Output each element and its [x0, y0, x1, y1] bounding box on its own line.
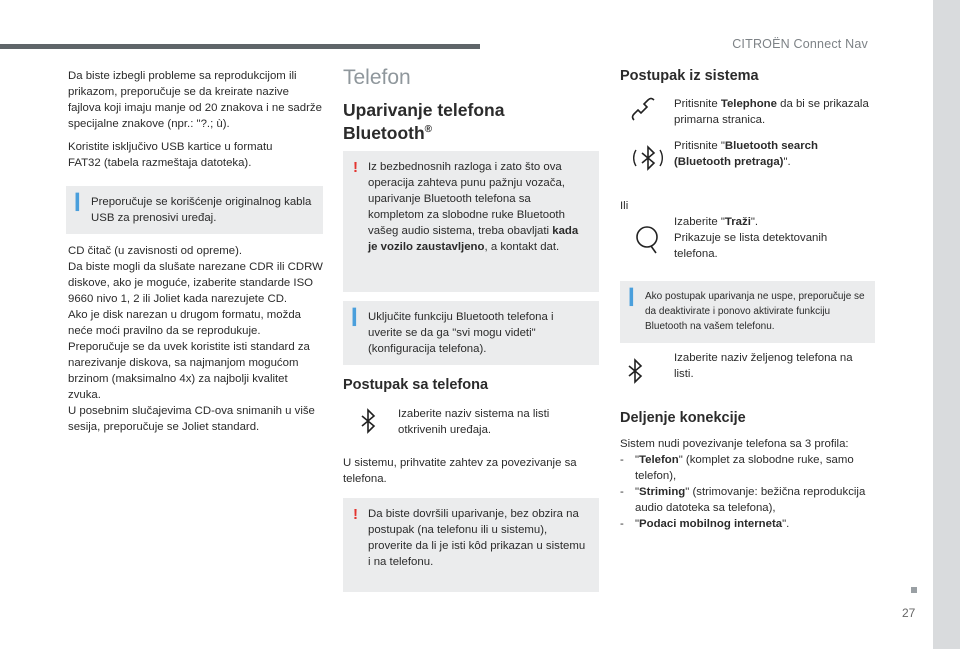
cd-line: Ako je disk narezan u drugom formatu, možda neće moći pravilno da se reprodukuje.: [68, 309, 301, 337]
warning-text-bold: kada je vozilo zaustavljeno: [368, 225, 579, 253]
step-text: Pritisnite Telephone da bi se prikazala primarna stranica.: [674, 98, 869, 126]
warning-text: Iz bezbednosnih razloga i zato što ova operacija zahteva punu pažnju vozača, uparivanje Bluetooth telefona sa kompletom za slobodne ruke Bluetooth vašeg audio sistema, treba obavljati: [368, 161, 565, 237]
subheading-connection-sharing: Deljenje konekcije: [620, 410, 746, 426]
warning-note-code: [343, 498, 599, 592]
paragraph-usb-format: Koristite isključivo USB kartice u formatu FAT32 (tabela razmeštaja datoteka).: [68, 141, 273, 169]
bluetooth-search-icon: [630, 140, 666, 176]
header-rule: [0, 44, 480, 49]
info-note-usb-cable: [66, 186, 323, 234]
search-icon: [630, 222, 664, 256]
end-marker: [911, 587, 917, 593]
bluetooth-icon: [620, 356, 650, 386]
cd-line: Da biste mogli da slušate narezane CDR ili CDRW diskove, ako je moguće, izaberite standarde ISO 9660 nivo 1, 2 ili Joliet kada narezujete CD.: [68, 261, 323, 305]
brand-label: CITROËN Connect Nav: [732, 37, 868, 51]
paragraph-profiles-intro: Sistem nudi povezivanje telefona sa 3 profila:: [620, 438, 849, 450]
warning-text: , a kontakt dat.: [484, 241, 560, 253]
cd-line: U posebnim slučajevima CD-ova snimanih u više sesija, preporučuje se Joliet standard.: [68, 405, 315, 433]
phone-handset-icon: [628, 96, 658, 126]
warning-icon: !: [353, 159, 358, 176]
step-telephone: [620, 96, 875, 130]
list-item: - "Telefon" (komplet za slobodne ruke, samo telefon),: [620, 454, 854, 482]
step-select-phone: [620, 350, 875, 390]
step-select-system: [353, 406, 599, 440]
step-text: Izaberite "Traži". Prikazuje se lista detektovanih telefona.: [674, 216, 828, 260]
subheading-system-procedure: Postupak iz sistema: [620, 68, 759, 84]
info-note-text: Ako postupak uparivanja ne uspe, preporučuje se da deaktivirate i ponovo aktivirate funkciju Bluetooth na vašem telefonu.: [645, 291, 865, 332]
list-item: - "Podaci mobilnog interneta".: [620, 518, 790, 530]
page-edge-strip: [933, 0, 960, 649]
subheading-phone-procedure: Postupak sa telefona: [343, 377, 489, 393]
step-text: Izaberite naziv sistema na listi otkrivenih uređaja.: [398, 408, 550, 436]
warning-text: Da biste dovršili uparivanje, bez obzira na postupak (na telefonu ili u sistemu), proverite da li je isti kôd prikazan u sistemu i na telefonu.: [368, 508, 586, 568]
paragraph-cd: [68, 243, 323, 435]
cd-line: CD čitač (u zavisnosti od opreme).: [68, 245, 243, 257]
info-note-text: Uključite funkciju Bluetooth telefona i uverite se da ga "svi mogu videti" (konfiguracija telefona).: [368, 311, 554, 355]
paragraph-accept-request: U sistemu, prihvatite zahtev za povezivanje sa telefona.: [343, 457, 577, 485]
heading-text: Bluetooth: [343, 122, 425, 143]
info-icon: ▎: [353, 309, 365, 326]
list-item: - "Striming" (strimovanje: bežična reprodukcija audio datoteka sa telefona),: [620, 486, 866, 514]
or-label: Ili: [620, 200, 629, 212]
step-search: [620, 214, 875, 266]
info-note-visibility: [343, 301, 599, 365]
info-icon: ▎: [76, 194, 88, 211]
profiles-list: [620, 452, 875, 532]
info-note-text: Preporučuje se korišćenje originalnog kabla USB za prenosivi uređaj.: [91, 196, 312, 224]
registered-mark: ®: [424, 124, 433, 135]
section-title: Telefon: [343, 66, 411, 89]
step-bluetooth-search: [620, 138, 875, 182]
heading-line: [343, 120, 599, 143]
page-number: 27: [902, 606, 916, 620]
bluetooth-icon: [353, 406, 383, 436]
info-icon: ▎: [630, 289, 642, 306]
paragraph-filenames: Da biste izbegli probleme sa reprodukcijom ili prikazom, preporučuje se da kreirate nazive fajlova koji imaju manje od 20 znakova i ne sadrže specijalne znakove (npr.: "?.; ù).: [68, 70, 322, 130]
pairing-heading: [343, 100, 599, 143]
step-text: Pritisnite "Bluetooth search (Bluetooth pretraga)".: [674, 140, 818, 168]
step-text: Izaberite naziv željenog telefona na listi.: [674, 352, 853, 380]
warning-note-safety: [343, 151, 599, 292]
cd-line: Preporučuje se da uvek koristite isti standard za narezivanje diskova, sa najmanjom mogućom brzinom (maksimalno 4x) za najbolji kvalitet zvuka.: [68, 341, 310, 401]
info-note-pairing-fail: [620, 281, 875, 343]
warning-icon: !: [353, 506, 358, 523]
heading-line: Uparivanje telefona: [343, 100, 505, 120]
